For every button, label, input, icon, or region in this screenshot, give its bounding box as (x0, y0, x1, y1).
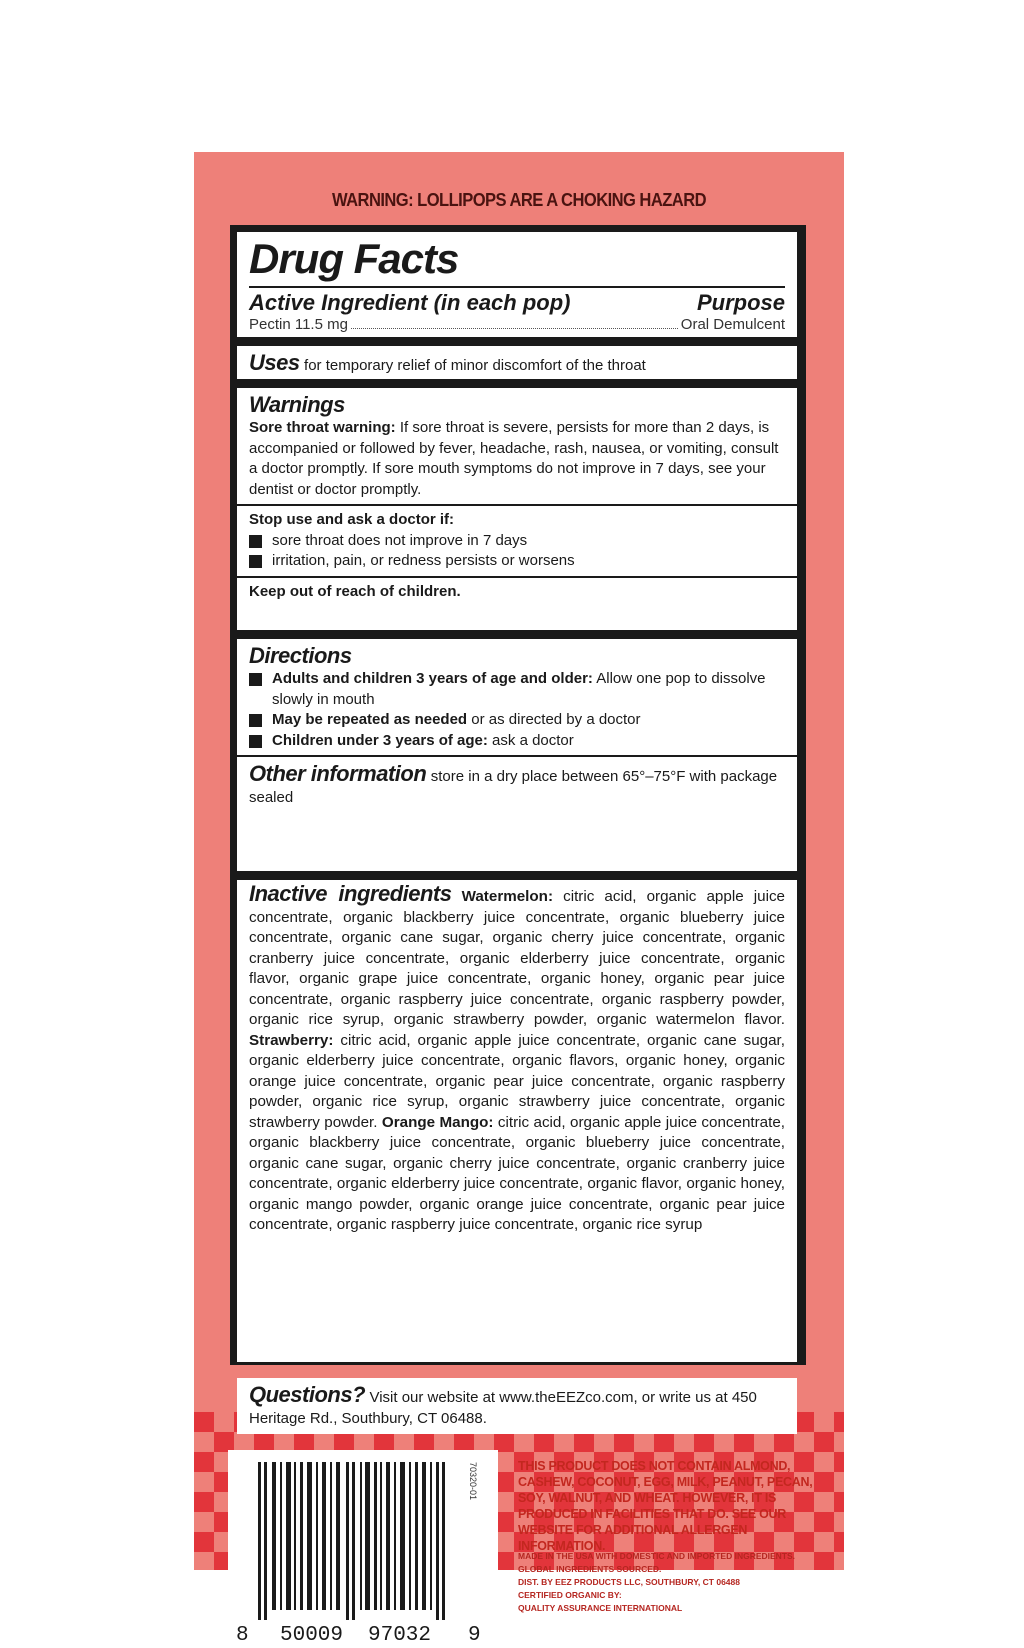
stop-use-heading: Stop use and ask a doctor if: (249, 511, 455, 528)
barcode-bars (228, 1450, 478, 1620)
active-ingredient-row (249, 316, 785, 334)
barcode-left-digit: 8 (236, 1624, 249, 1647)
choking-warning-banner: WARNING: LOLLIPOPS ARE A CHOKING HAZARD (331, 190, 707, 210)
flavor-label-watermelon: Watermelon: (461, 888, 554, 905)
list-item: May be repeated as needed or as directed by a doctor (249, 710, 785, 731)
barcode (228, 1450, 498, 1648)
sore-throat-label: Sore throat warning: (249, 419, 396, 436)
leader-dots (351, 328, 678, 329)
bullet-square-icon (249, 535, 262, 548)
divider (249, 286, 785, 288)
package-back (194, 152, 844, 1647)
inactive-ingredients-box (237, 880, 797, 1362)
uses-heading: Uses (249, 350, 300, 375)
fine-print-line: MADE IN THE USA WITH DOMESTIC AND IMPORTED INGREDIENTS. (518, 1551, 796, 1561)
flavor-label-strawberry: Strawberry: (249, 1031, 334, 1049)
other-info-heading: Other information (249, 761, 427, 786)
flavor-label-orange-mango: Orange Mango: (381, 1113, 494, 1131)
list-item: Adults and children 3 years of age and older: Allow one pop to dissolve slowly in mouth (249, 669, 785, 710)
barcode-side-code: 70320-01 (468, 1462, 478, 1501)
inactive-ingredients-text: Inactive ingredients Watermelon: citric acid, organic apple juice concentrate, organic blackberry juice concentrate, organic blueberry juice concentrate, organic cane sugar, organic cherry juice concentrate, organic cranberry juice concentrate, organic elderberry juice concentrate, organic flavor, organic grape juice concentrate, organic honey, organic pear juice concentrate, organic raspberry juice concentrate, organic raspberry powder, organic rice syrup, organic strawberry powder, organic watermelon flavor. Strawberry: citric acid, organic apple juice concentrate, organic cane sugar, organic elderberry juice concentrate, organic flavors, organic honey, organic orange juice concentrate, organic pear juice concentrate, organic raspberry powder, organic rice syrup, organic strawberry juice concentrate, organic strawberry powder. Orange Mango: citric acid, organic apple juice concentrate, organic blackberry juice concentrate, organic blueberry juice concentrate, organic cane sugar, organic cherry juice concentrate, organic cranberry juice concentrate, organic elderberry juice concentrate, organic flavor, organic honey, organic mango powder, organic orange juice concentrate, organic pear juice concentrate, organic raspberry juice concentrate, organic rice syrup (249, 881, 786, 1233)
purpose-value: Oral Demulcent (680, 316, 785, 333)
drug-facts-title: Drug Facts (249, 235, 459, 282)
list-item: irritation, pain, or redness persists or worsens (249, 551, 785, 572)
warnings-box (237, 388, 797, 630)
active-ingredient-heading: Active Ingredient (in each pop) (249, 290, 571, 315)
other-info-text: store in a dry place between 65°–75°F with package sealed (249, 768, 778, 806)
uses-text: for temporary relief of minor discomfort of the throat (304, 357, 646, 374)
bullet-square-icon (249, 735, 262, 748)
directions-box (237, 639, 797, 871)
barcode-right-digit: 9 (468, 1624, 481, 1647)
sore-throat-text: If sore throat is severe, persists for more than 2 days, is accompanied or followed by fever, headache, rash, nausea, or vomiting, consult a doctor promptly. If sore mouth symptoms do not improve in 7 days, see your dentist or doctor promptly. (249, 419, 779, 498)
questions-box (230, 1378, 806, 1440)
bullet-square-icon (249, 673, 262, 686)
allergen-statement: THIS PRODUCT DOES NOT CONTAIN ALMOND, CASHEW, COCONUT, EGG, MILK, PEANUT, PECAN, SOY, WALNUT, AND WHEAT. HOWEVER, IT IS PRODUCED IN FACILITIES THAT DO. SEE OUR WEBSITE FOR ADDITIONAL ALLERGEN INFORMATION. (518, 1459, 813, 1553)
purpose-heading: Purpose (696, 290, 785, 315)
active-ingredient: Pectin 11.5 mg (249, 316, 348, 333)
fine-print (518, 1550, 828, 1615)
keep-out-of-reach: Keep out of reach of children. (249, 582, 461, 600)
directions-heading: Directions (249, 643, 352, 668)
inactive-heading: Inactive ingredients (249, 881, 452, 906)
bullet-square-icon (249, 555, 262, 568)
fine-print-line: QUALITY ASSURANCE INTERNATIONAL (518, 1603, 683, 1613)
drug-facts-header-box (237, 232, 797, 337)
questions-text: Visit our website at www.theEEZco.com, or write us at 450 Heritage Rd., Southbury, CT 06488. (249, 1389, 757, 1427)
uses-box (237, 346, 797, 379)
barcode-group-2: 97032 (368, 1624, 432, 1647)
questions-heading: Questions? (249, 1382, 366, 1407)
fine-print-line: CERTIFIED ORGANIC BY: (518, 1590, 622, 1600)
drug-facts-panel (230, 225, 806, 1365)
fine-print-line: GLOBAL INGREDIENTS SOURCED. (518, 1564, 662, 1574)
list-item: Children under 3 years of age: ask a doctor (249, 731, 785, 752)
barcode-group-1: 50009 (280, 1624, 344, 1647)
list-item: sore throat does not improve in 7 days (249, 531, 785, 552)
active-ingredient-header (249, 290, 785, 316)
bullet-square-icon (249, 714, 262, 727)
fine-print-line: DIST. BY EEZ PRODUCTS LLC, SOUTHBURY, CT 06488 (518, 1577, 740, 1587)
sore-throat-warning (249, 418, 785, 500)
warnings-heading: Warnings (249, 392, 345, 417)
